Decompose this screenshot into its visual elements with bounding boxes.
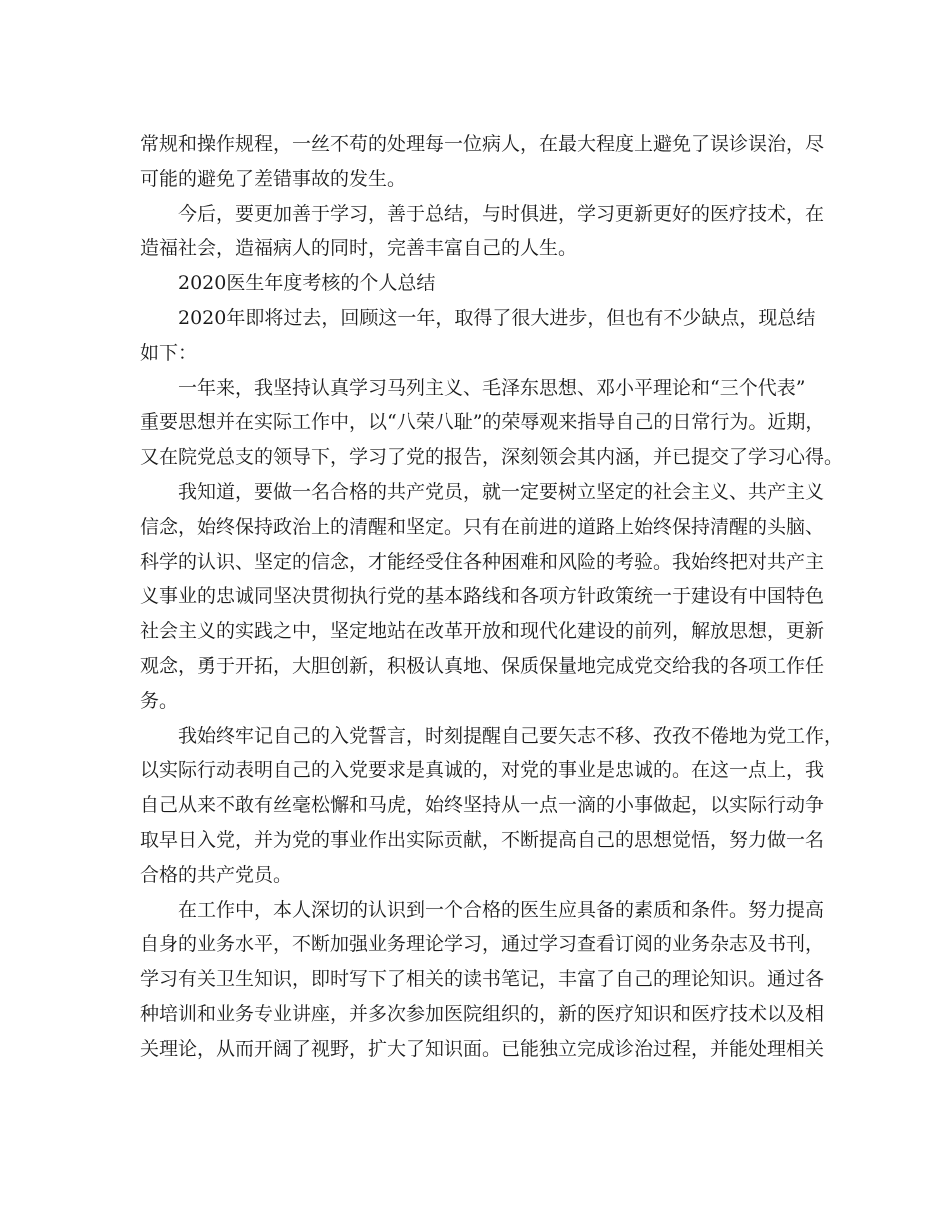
paragraph xyxy=(140,719,844,893)
text-line: 常规和操作规程，一丝不苟的处理每一位病人，在最大程度上避免了误诊误治，尽 xyxy=(140,133,825,155)
text-line: 科学的认识、坚定的信念，才能经受住各种困难和风险的考验。我始终把对共产主 xyxy=(140,550,825,573)
document-body xyxy=(140,127,844,1067)
paragraph xyxy=(140,475,825,719)
text-line: 合格的共产党员。 xyxy=(140,863,293,886)
text-line: 务。 xyxy=(140,689,179,712)
text-line: 信念，始终保持政治上的清醒和坚定。只有在前进的道路上始终保持清醒的头脑、 xyxy=(140,515,825,538)
text-line: 种培训和业务专业讲座，并多次参加医院组织的，新的医疗知识和医疗技术以及相 xyxy=(140,1002,825,1025)
text-line: 取早日入党，并为党的事业作出实际贡献，不断提高自己的思想觉悟，努力做一名 xyxy=(140,828,825,851)
text-line: 自己从来不敢有丝毫松懈和马虎，始终坚持从一点一滴的小事做起，以实际行动争 xyxy=(140,794,825,817)
text-line: 今后，要更加善于学习，善于总结，与时俱进，学习更新更好的医疗技术，在 xyxy=(178,202,825,225)
text-line: 2020年即将过去，回顾这一年，取得了很大进步，但也有不少缺点，现总结 xyxy=(178,306,816,329)
text-line: 一年来，我坚持认真学习马列主义、毛泽东思想、邓小平理论和“三个代表” xyxy=(178,376,806,399)
text-line: 观念，勇于开拓，大胆创新，积极认真地、保质保量地完成党交给我的各项工作任 xyxy=(140,654,825,677)
text-line: 如下： xyxy=(140,341,198,364)
text-line: 关理论，从而开阔了视野，扩大了知识面。已能独立完成诊治过程，并能处理相关 xyxy=(140,1037,825,1060)
text-line: 自身的业务水平，不断加强业务理论学习，通过学习查看订阅的业务杂志及书刊， xyxy=(140,933,825,956)
text-line: 2020医生年度考核的个人总结 xyxy=(178,272,436,295)
paragraph xyxy=(140,197,825,267)
text-line: 义事业的忠诚同坚决贯彻执行党的基本路线和各项方针政策统一于建设有中国特色 xyxy=(140,585,825,608)
text-line: 以实际行动表明自己的入党要求是真诚的，对党的事业是忠诚的。在这一点上，我 xyxy=(140,759,825,782)
paragraph xyxy=(140,301,816,371)
text-line: 造福社会，造福病人的同时，完善丰富自己的人生。 xyxy=(140,237,578,260)
text-line: 我知道，要做一名合格的共产党员，就一定要树立坚定的社会主义、共产主义 xyxy=(178,480,825,503)
text-line: 又在院党总支的领导下，学习了党的报告，深刻领会其内涵，并已提交了学习心得。 xyxy=(140,446,844,469)
paragraph xyxy=(140,266,812,301)
text-line: 重要思想并在实际工作中，以“八荣八耻”的荣辱观来指导自己的日常行为。近期， xyxy=(140,411,825,434)
paragraph xyxy=(140,371,844,475)
text-line: 可能的避免了差错事故的发生。 xyxy=(140,167,407,190)
text-line: 我始终牢记自己的入党誓言，时刻提醒自己要矢志不移、孜孜不倦地为党工作， xyxy=(178,724,844,747)
paragraph xyxy=(140,127,825,197)
paragraph xyxy=(140,893,825,1067)
text-line: 学习有关卫生知识，即时写下了相关的读书笔记，丰富了自己的理论知识。通过各 xyxy=(140,968,825,991)
text-line: 在工作中，本人深切的认识到一个合格的医生应具备的素质和条件。努力提高 xyxy=(178,898,825,921)
text-line: 社会主义的实践之中，坚定地站在改革开放和现代化建设的前列，解放思想，更新 xyxy=(140,620,825,643)
